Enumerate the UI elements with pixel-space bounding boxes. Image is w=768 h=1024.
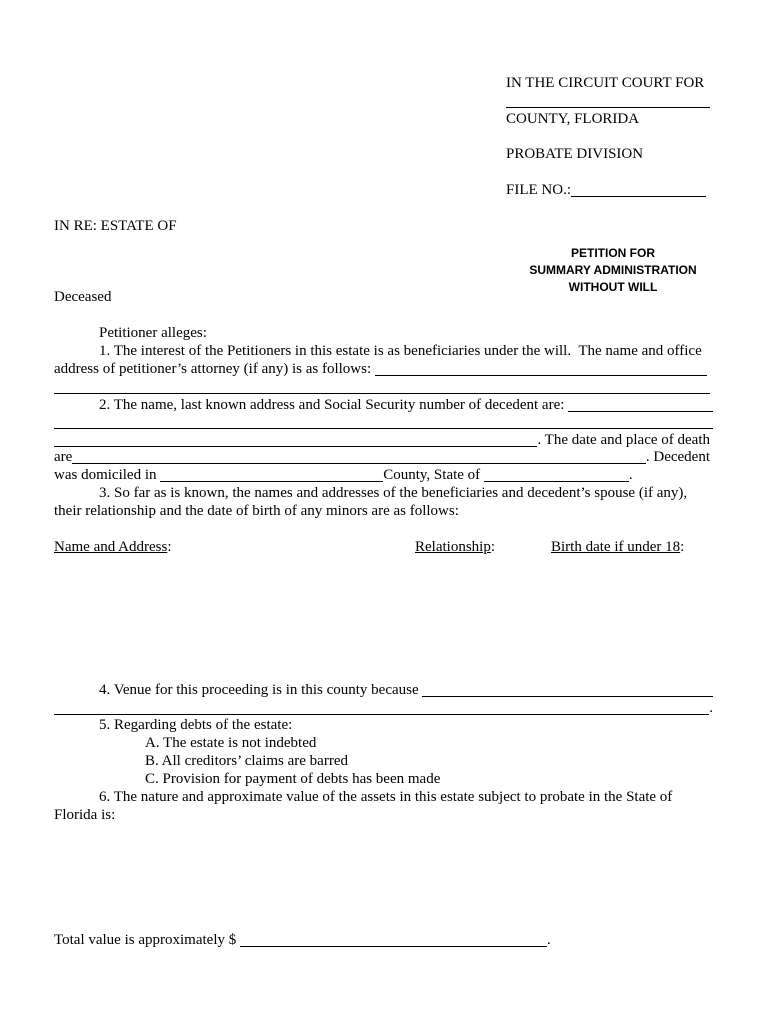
date-place-death-text: . The date and place of death: [537, 432, 710, 448]
venue-reason-blank-2: [54, 699, 709, 717]
item2-line1-text: 2. The name, last known address and Social Security number of decedent are:: [99, 397, 565, 413]
file-number-line: [506, 181, 706, 199]
item6-line2: Florida is:: [54, 807, 116, 823]
in-re-estate: IN RE: ESTATE OF: [54, 218, 177, 234]
county-state-text: County, State of: [383, 467, 481, 483]
item1-line1: 1. The interest of the Petitioners in this estate is as beneficiaries under the will. The name and office: [99, 343, 702, 359]
column-header-relationship: [415, 538, 495, 556]
column-header-name-address: [54, 538, 171, 556]
item2-blank-line: [54, 413, 713, 431]
item2-line4: [54, 448, 710, 466]
item6-line1: 6. The nature and approximate value of the assets in this estate subject to probate in the State of: [99, 789, 673, 805]
date-place-death-blank: [72, 448, 646, 466]
item2-period: .: [628, 467, 633, 483]
petition-intro: Petitioner alleges:: [99, 325, 207, 341]
file-number-blank: [571, 181, 706, 199]
debt-option-c: C. Provision for payment of debts has been made: [145, 771, 441, 787]
total-value-period: .: [546, 932, 551, 948]
county-blank-line: [506, 92, 710, 110]
column-header-birth-date: [551, 538, 684, 556]
total-value-line: [54, 931, 551, 949]
birth-date-colon: :: [680, 539, 685, 555]
item4-line2: [54, 699, 713, 717]
document-title: [508, 245, 718, 296]
item1-line2: [54, 360, 707, 378]
debt-option-b: B. All creditors’ claims are barred: [145, 753, 348, 769]
item1-line2-text: address of petitioner’s attorney (if any) is as follows:: [54, 361, 372, 377]
decedent-info-blank: [568, 396, 713, 414]
relationship-colon: :: [490, 539, 495, 555]
name-address-colon: :: [167, 539, 172, 555]
total-value-label: Total value is approximately $: [54, 932, 237, 948]
decedent-info-blank-2: [54, 413, 713, 431]
attorney-address-blank: [375, 360, 707, 378]
item4-period: .: [709, 700, 713, 716]
item2-line1: [99, 396, 713, 414]
are-text: are: [54, 449, 73, 465]
county-state: COUNTY, FLORIDA: [506, 111, 640, 127]
venue-text: 4. Venue for this proceeding is in this county because: [99, 682, 419, 698]
attorney-address-blank-2: [54, 378, 710, 396]
decedent-info-blank-3: [54, 431, 537, 449]
relationship-header: Relationship: [415, 539, 491, 555]
domicile-state-blank: [484, 466, 629, 484]
decedent-text: . Decedent: [645, 449, 710, 465]
court-name: IN THE CIRCUIT COURT FOR: [506, 75, 705, 91]
deceased-label: Deceased: [54, 289, 112, 305]
item1-blank-line: [54, 378, 710, 396]
item3-line2: their relationship and the date of birth of any minors are as follows:: [54, 503, 459, 519]
title-line-3: WITHOUT WILL: [568, 280, 658, 294]
domiciled-text: was domiciled in: [54, 467, 157, 483]
title-line-2: SUMMARY ADMINISTRATION: [529, 263, 697, 277]
title-line-1: PETITION FOR: [571, 246, 655, 260]
item4-line1: [99, 681, 713, 699]
birth-date-header: Birth date if under 18: [551, 539, 681, 555]
total-value-blank: [240, 931, 547, 949]
item3-line1: 3. So far as is known, the names and addresses of the beneficiaries and decedent’s spouse (if any),: [99, 485, 688, 501]
county-name-blank: [506, 92, 710, 110]
item5-line1: 5. Regarding debts of the estate:: [99, 717, 293, 733]
domicile-county-blank: [160, 466, 383, 484]
item2-line3: [54, 431, 710, 449]
file-number-label: FILE NO.:: [506, 182, 571, 198]
item2-line5: [54, 466, 633, 484]
name-address-header: Name and Address: [54, 539, 168, 555]
venue-reason-blank: [422, 681, 713, 699]
debt-option-a: A. The estate is not indebted: [145, 735, 317, 751]
probate-division: PROBATE DIVISION: [506, 146, 644, 162]
